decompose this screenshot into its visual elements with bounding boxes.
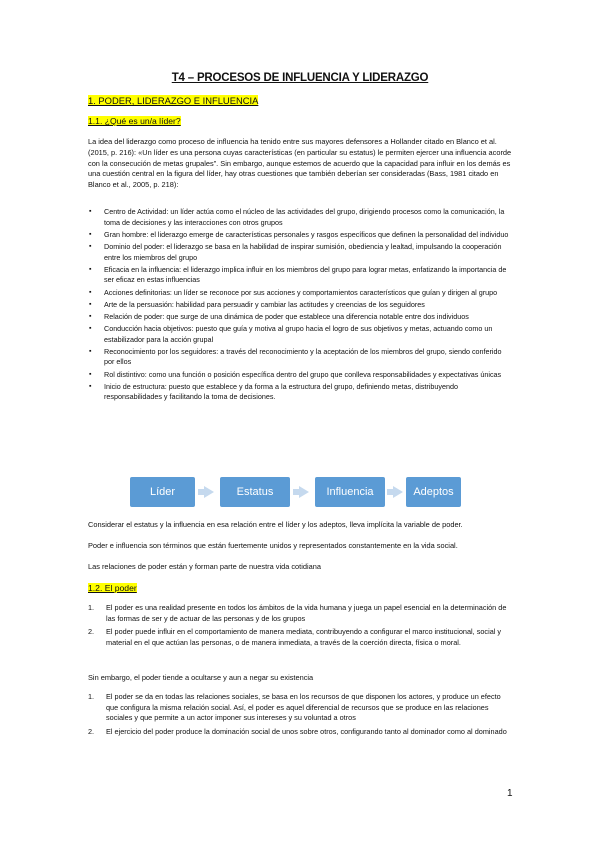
paragraph: Poder e influencia son términos que están fuertemente unidos y representados constantemente en la vida social.	[88, 541, 458, 550]
list-item: ▪ Conducción hacia objetivos: puesto que guía y motiva al grupo hacia el logro de sus objetivos y metas, actuando como un estabilizador para la acción grupal	[88, 324, 513, 345]
paragraph: Las relaciones de poder están y forman parte de nuestra vida cotidiana	[88, 562, 321, 571]
flow-step-followers: Adeptos	[406, 477, 461, 507]
intro-paragraph: La idea del liderazgo como proceso de influencia ha tenido entre sus mayores defensores a Hollander citado en Blanco et al. (2015, p. 216): «Un líder es una persona cuyas características (en particular su estatus) le permiten ejercer una influencia acorde con la consecución de metas grupales”. Sin embargo, aunque estemos de acuerdo que la capacidad para influir en los demás es una cuestión central en la figura del líder, hay otras cuestiones que también deberían ser consideradas (Bass, 1981 citado en Blanco et al., 2005, p. 218):	[88, 137, 512, 190]
process-flow-diagram	[130, 477, 461, 507]
flow-step-status: Estatus	[220, 477, 290, 507]
list-number: 1.	[88, 692, 95, 701]
list-number: 2.	[88, 726, 95, 736]
list-item: ▪ Reconocimiento por los seguidores: a través del reconocimiento y la aceptación de los miembros del grupo, siendo conferido por ellos	[88, 347, 513, 368]
section-heading-1-1-text: 1.1. ¿Qué es un/a líder?	[88, 116, 181, 126]
list-item-text: El poder puede influir en el comportamiento de manera mediata, contribuyendo a configurar el marco institucional, social y material en el que actúan las personas, o de manera inmediata, a través de la coerción directa, física o moral.	[106, 627, 502, 647]
section-heading-1	[88, 95, 258, 106]
arrow-right-icon	[393, 486, 403, 498]
list-item: ▪ Dominio del poder: el liderazgo se basa en la habilidad de inspirar sumisión, obediencia y lealtad, impulsando la cooperación entre los miembros del grupo	[88, 242, 513, 263]
leader-traits-list	[88, 207, 513, 405]
list-number: 2.	[88, 627, 95, 637]
power-list-b	[88, 692, 513, 740]
paragraph: Sin embargo, el poder tiende a ocultarse y aun a negar su existencia	[88, 673, 314, 682]
section-heading-1-2	[88, 583, 137, 593]
list-item: ▪ Eficacia en la influencia: el liderazgo implica influir en los miembros del grupo para lograr metas, enfatizando la importancia de ser eficaz en estas influencias	[88, 265, 513, 286]
list-item: ▪ Rol distintivo: como una función o posición específica dentro del grupo que conlleva responsabilidades y expectativas únicas	[88, 370, 513, 381]
list-item: ▪ Centro de Actividad: un líder actúa como el núcleo de las actividades del grupo, dirigiendo procesos como la comunicación, la toma de decisiones y las interacciones con otros grupos	[88, 207, 513, 228]
list-item	[88, 727, 513, 738]
flow-step-influence: Influencia	[315, 477, 385, 507]
list-item-text: El poder es una realidad presente en todos los ámbitos de la vida humana y juega un papel esencial en la determinación de las formas de ser y de actuar de las personas y de los grupos	[106, 603, 507, 623]
list-item	[88, 603, 513, 624]
list-item	[88, 692, 513, 724]
list-item-text: El ejercicio del poder produce la dominación social de unos sobre otros, configurando tanto al dominador como al dominado	[106, 726, 507, 736]
list-item: ▪ Gran hombre: el liderazgo emerge de características personales y rasgos específicos que definen la personalidad del individuo	[88, 230, 513, 241]
section-heading-1-text: 1. PODER, LIDERAZGO E INFLUENCIA	[88, 95, 259, 106]
section-heading-1-2-text: 1.2. El poder	[88, 583, 137, 593]
list-item: ▪ Relación de poder: que surge de una dinámica de poder que establece una diferencia notable entre dos individuos	[88, 312, 513, 323]
paragraph: Considerar el estatus y la influencia en esa relación entre el líder y los adeptos, lleva implícita la variable de poder.	[88, 520, 463, 529]
power-list-a	[88, 603, 513, 651]
list-item-text: El poder se da en todas las relaciones sociales, se basa en los recursos de que disponen los actores, y produce un efecto que configura la misma relación social. Así, el poder es aquel diferencial de recursos que se produce en las relaciones sociales y que permite a un actor imponer sus intereses y su voluntad a otros	[106, 692, 501, 723]
list-item: ▪ Inicio de estructura: puesto que establece y da forma a la estructura del grupo, definiendo metas, distribuyendo responsabilidades y facilitando la toma de decisiones.	[88, 382, 513, 403]
arrow-right-icon	[204, 486, 214, 498]
flow-step-leader: Líder	[130, 477, 195, 507]
page-number: 1	[507, 788, 513, 799]
arrow-right-icon	[299, 486, 309, 498]
list-item	[88, 627, 513, 648]
section-heading-1-1	[88, 116, 181, 126]
document-title: T4 – PROCESOS DE INFLUENCIA Y LIDERAZGO	[171, 72, 429, 84]
list-number: 1.	[88, 603, 95, 612]
list-item: ▪ Acciones definitorias: un líder se reconoce por sus acciones y comportamientos característicos que guían y dirigen al grupo	[88, 288, 513, 299]
list-item: ▪ Arte de la persuasión: habilidad para persuadir y cambiar las actitudes y creencias de los seguidores	[88, 300, 513, 311]
